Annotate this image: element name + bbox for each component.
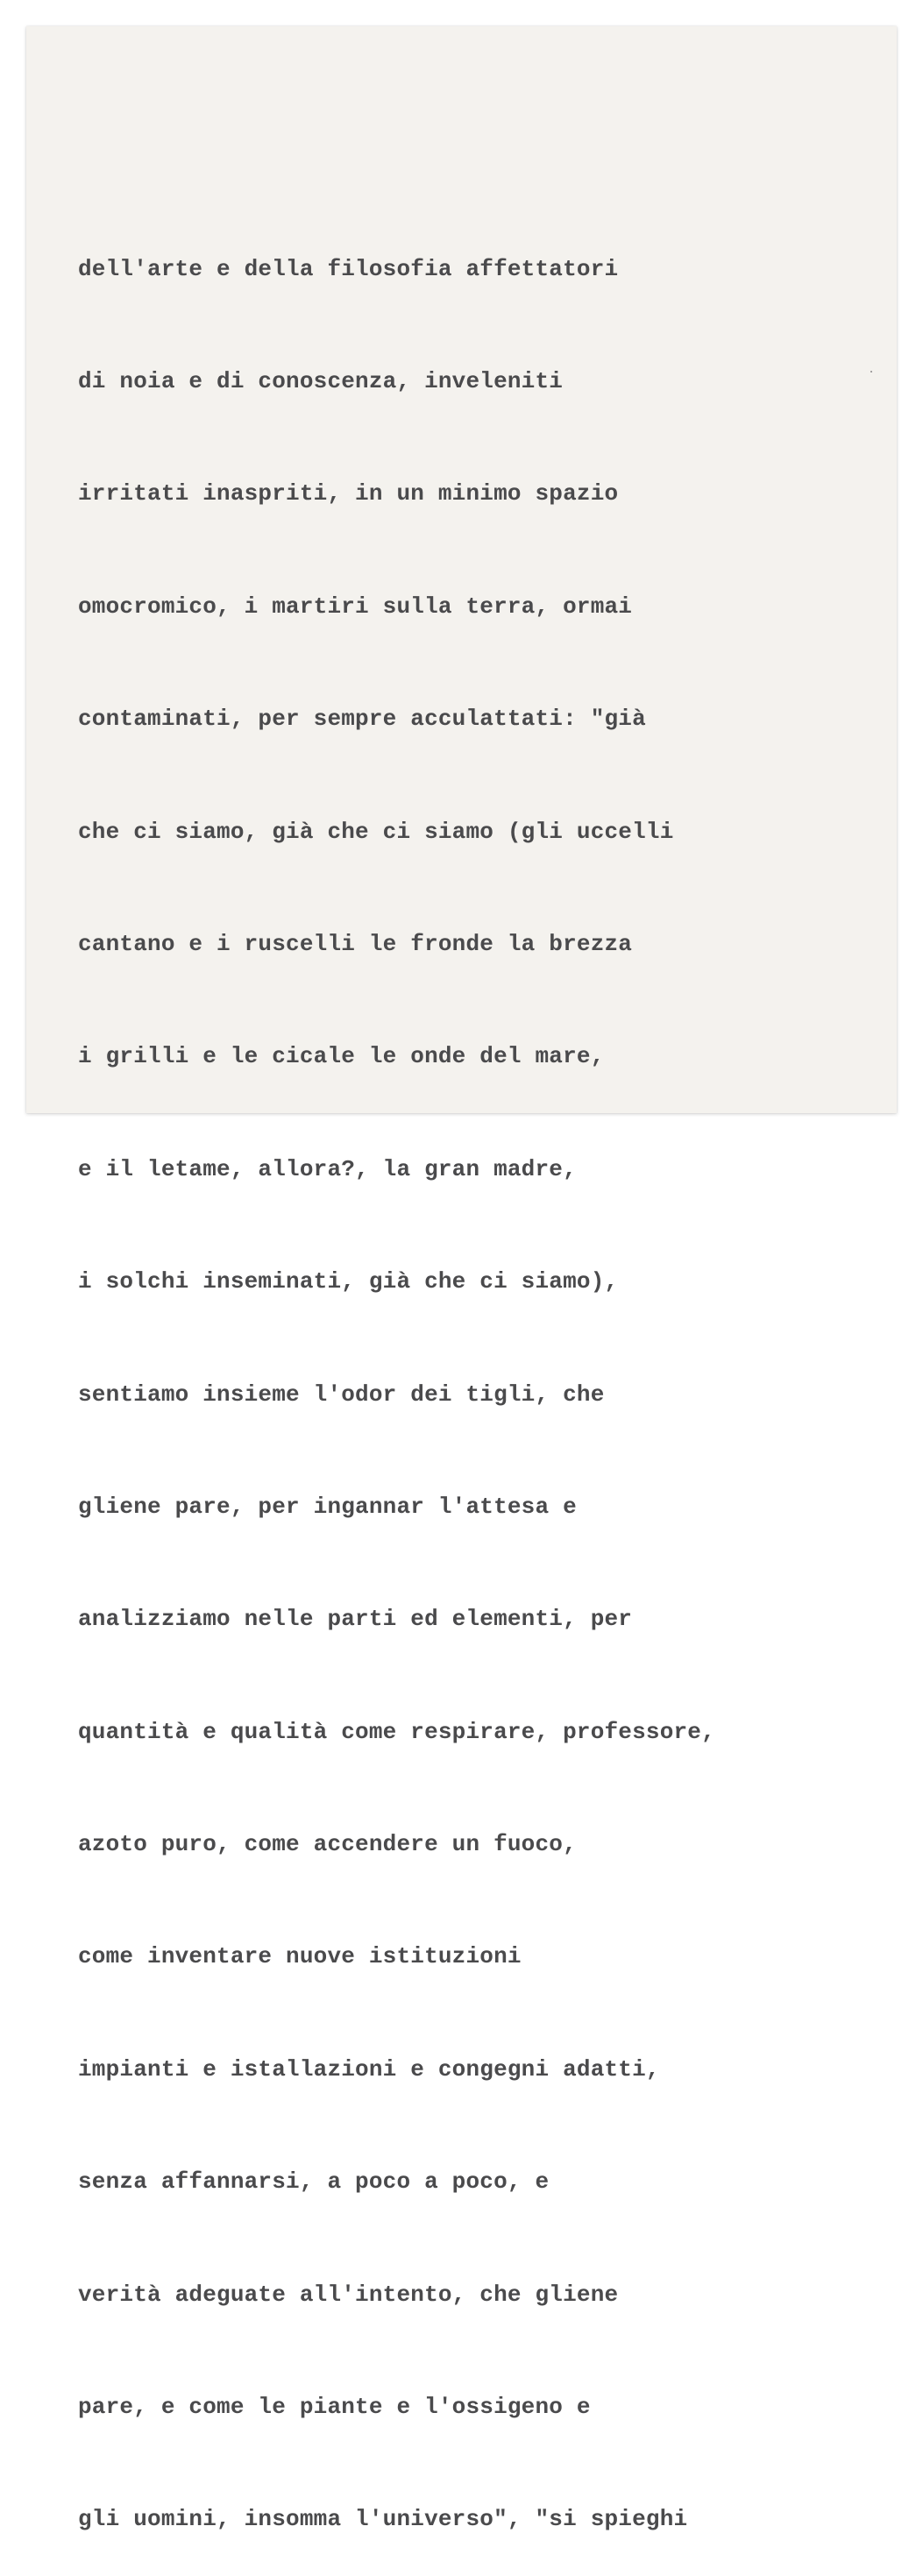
text-line: contaminati, per sempre acculattati: "già (78, 706, 646, 733)
text-line: impianti e istallazioni e congegni adatti, (78, 2055, 660, 2083)
text-line: e il letame, allora?, la gran madre, (78, 1155, 577, 1182)
text-line: azoto puro, come accendere un fuoco, (78, 1831, 577, 1858)
text-line: sentiamo insieme l'odor dei tigli, che (78, 1380, 605, 1408)
text-line: irritati inaspriti, in un minimo spazio (78, 480, 619, 507)
text-line: di noia e di conoscenza, inveleniti (78, 367, 564, 394)
text-line: cantano e i ruscelli le fronde la brezza (78, 930, 633, 957)
typewritten-text (78, 175, 715, 2576)
text-line: gliene pare, per ingannar l'attesa e (78, 1493, 577, 1520)
text-line: verità adeguate all'intento, che gliene (78, 2281, 619, 2308)
text-line: gli uomini, insomma l'universo", "si spieghi (78, 2506, 688, 2533)
text-line: che ci siamo, già che ci siamo (gli uccelli (78, 818, 674, 845)
text-line: dell'arte e della filosofia affettatori (78, 255, 619, 282)
text-line: analizziamo nelle parti ed elementi, per (78, 1606, 633, 1633)
text-line: senza affannarsi, a poco a poco, e (78, 2168, 550, 2196)
text-line: omocromico, i martiri sulla terra, ormai (78, 593, 633, 620)
ink-speck (870, 371, 872, 373)
text-line: pare, e come le piante e l'ossigeno e (78, 2394, 591, 2421)
text-line: i solchi inseminati, già che ci siamo), (78, 1268, 619, 1295)
text-line: come inventare nuove istituzioni (78, 1943, 522, 1970)
text-line: quantità e qualità come respirare, professore, (78, 1718, 715, 1745)
text-line: i grilli e le cicale le onde del mare, (78, 1043, 605, 1070)
